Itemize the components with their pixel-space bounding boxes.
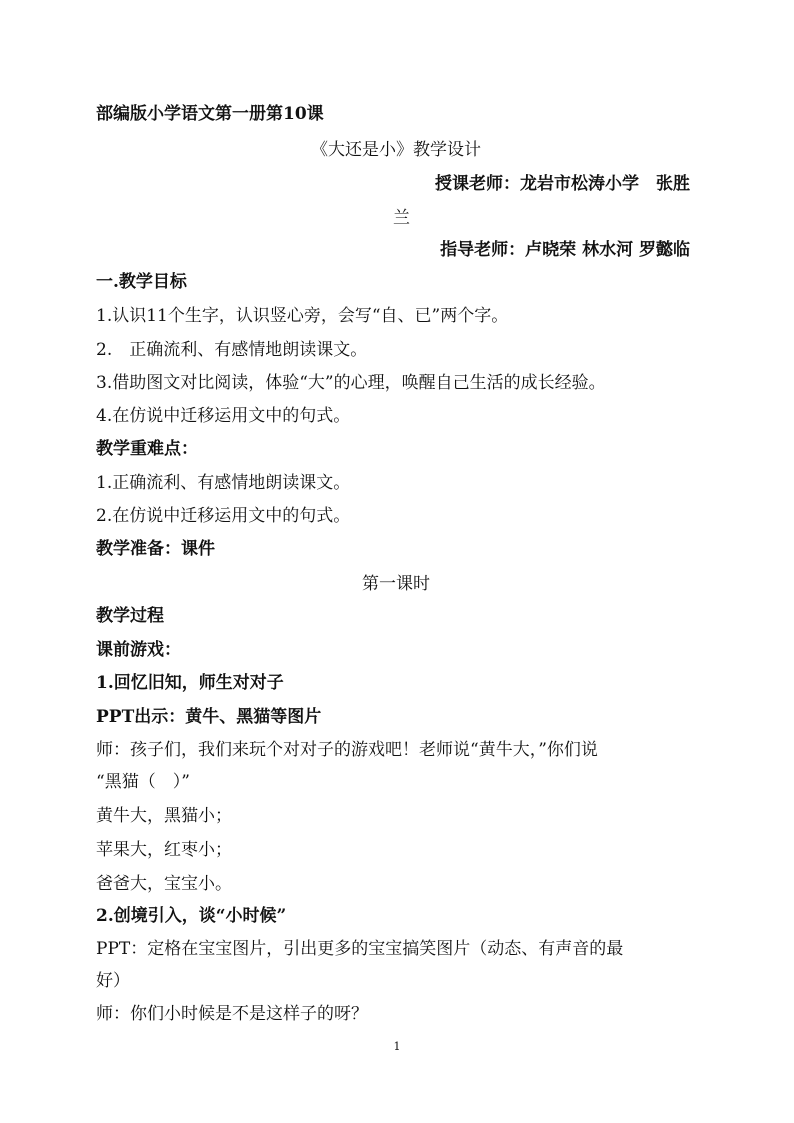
goal-item: 1.认识11个生字，认识竖心旁，会写“自、已”两个字。 <box>96 306 509 326</box>
process-heading: 教学过程 <box>96 606 164 626</box>
step1-teacher-line: 师：孩子们，我们来玩个对对子的游戏吧！老师说“黄牛大，”你们说 <box>96 740 598 760</box>
step2-heading: 2.创境引入，谈“小时候” <box>96 906 287 926</box>
step1-ppt-line: PPT出示：黄牛、黑猫等图片 <box>96 707 322 727</box>
key-point-item: 2.在仿说中迁移运用文中的句式。 <box>96 506 351 526</box>
pre-class-game-heading: 课前游戏： <box>96 640 181 660</box>
goals-heading: 一.教学目标 <box>96 272 187 292</box>
document-title: 《大还是小》教学设计 <box>311 140 481 160</box>
step1-pair-line: 苹果大，红枣小； <box>96 840 232 860</box>
advisor-line: 指导老师：卢晓荣 林水河 罗懿临 <box>440 240 690 260</box>
page-number: 1 <box>393 1040 401 1053</box>
key-point-item: 1.正确流利、有感情地朗读课文。 <box>96 473 351 493</box>
header-line: 部编版小学语文第一册第10课 <box>96 104 324 124</box>
step2-ppt-line-continued: 好） <box>96 971 130 991</box>
step1-heading: 1.回忆旧知，师生对对子 <box>96 673 284 693</box>
step2-teacher-line: 师：你们小时候是不是这样子的呀？ <box>96 1004 368 1024</box>
goal-item: 2. 正确流利、有感情地朗读课文。 <box>96 340 368 360</box>
step1-pair-line: 爸爸大，宝宝小。 <box>96 874 232 894</box>
goal-item: 4.在仿说中迁移运用文中的句式。 <box>96 406 351 426</box>
goal-item: 3.借助图文对比阅读，体验“大”的心理，唤醒自己生活的成长经验。 <box>96 373 606 393</box>
step1-teacher-line-continued: “黑猫（ ）” <box>96 772 190 792</box>
teacher-line-continued: 兰 <box>393 208 410 228</box>
step1-pair-line: 黄牛大，黑猫小； <box>96 806 232 826</box>
teacher-line: 授课老师：龙岩市松涛小学 张胜 <box>435 174 690 194</box>
key-points-heading: 教学重难点： <box>96 439 198 459</box>
step2-ppt-line: PPT：定格在宝宝图片，引出更多的宝宝搞笑图片（动态、有声音的最 <box>96 939 624 959</box>
session-title: 第一课时 <box>362 574 430 594</box>
preparation-line: 教学准备：课件 <box>96 539 215 559</box>
